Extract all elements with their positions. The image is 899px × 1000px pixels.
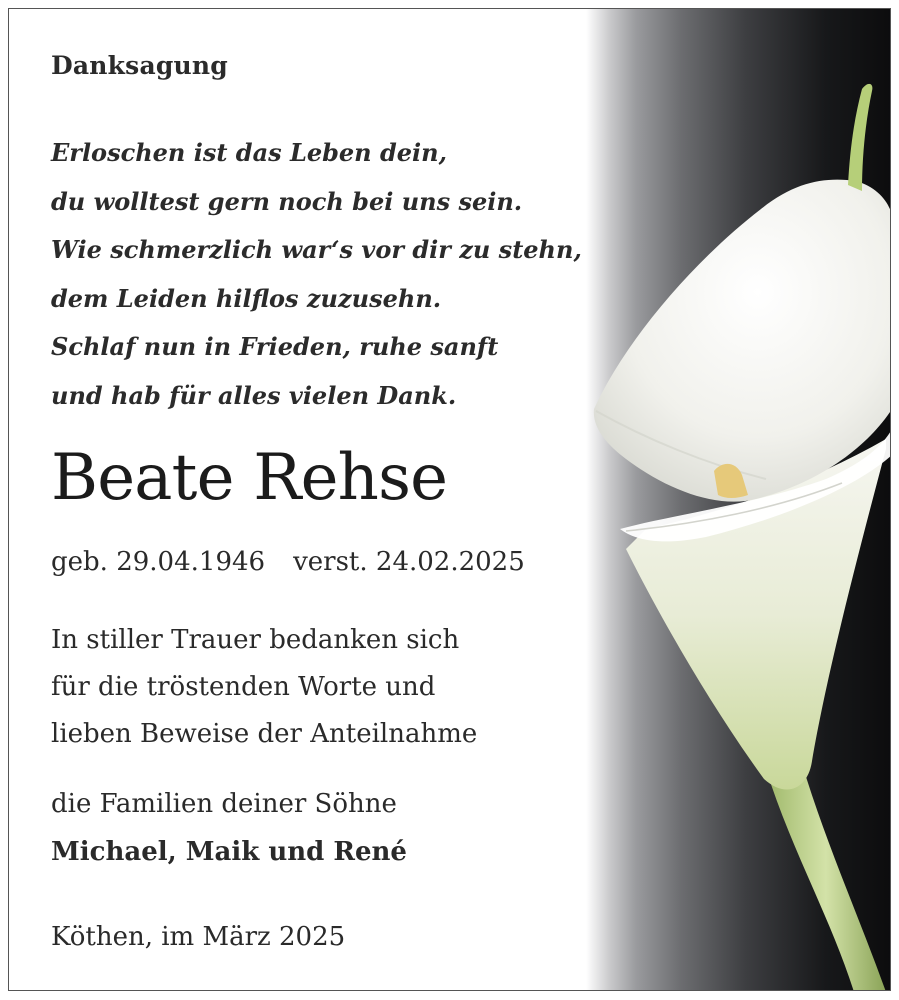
- poem-line: Schlaf nun in Frieden, ruhe sanft: [51, 332, 499, 361]
- family-intro: die Familien deiner Söhne: [51, 789, 397, 819]
- family-names: Michael, Maik und René: [51, 837, 407, 867]
- poem-line: du wolltest gern noch bei uns sein.: [51, 186, 523, 216]
- place-and-date: Köthen, im März 2025: [51, 922, 346, 952]
- calla-lily-image: [586, 9, 891, 991]
- thanks-line: für die tröstenden Worte und: [51, 672, 436, 702]
- poem-line: dem Leiden hilflos zuzusehn.: [51, 283, 442, 313]
- poem-line: und hab für alles vielen Dank.: [51, 380, 457, 410]
- birth-date: geb. 29.04.1946: [51, 547, 266, 577]
- thanks-line: lieben Beweise der Anteilnahme: [51, 719, 478, 749]
- poem-line: Wie schmerzlich war‘s vor dir zu stehn,: [51, 235, 582, 264]
- death-date: verst. 24.02.2025: [293, 547, 525, 577]
- deceased-name: Beate Rehse: [51, 441, 448, 515]
- calla-lily-icon: [586, 9, 891, 991]
- obituary-notice: [8, 8, 891, 991]
- life-dates: [51, 547, 525, 577]
- memorial-poem: [51, 129, 582, 420]
- notice-heading: Danksagung: [51, 51, 228, 80]
- thanks-line: In stiller Trauer bedanken sich: [51, 625, 460, 655]
- thanks-message: [51, 617, 477, 758]
- poem-line: Erloschen ist das Leben dein,: [51, 138, 447, 167]
